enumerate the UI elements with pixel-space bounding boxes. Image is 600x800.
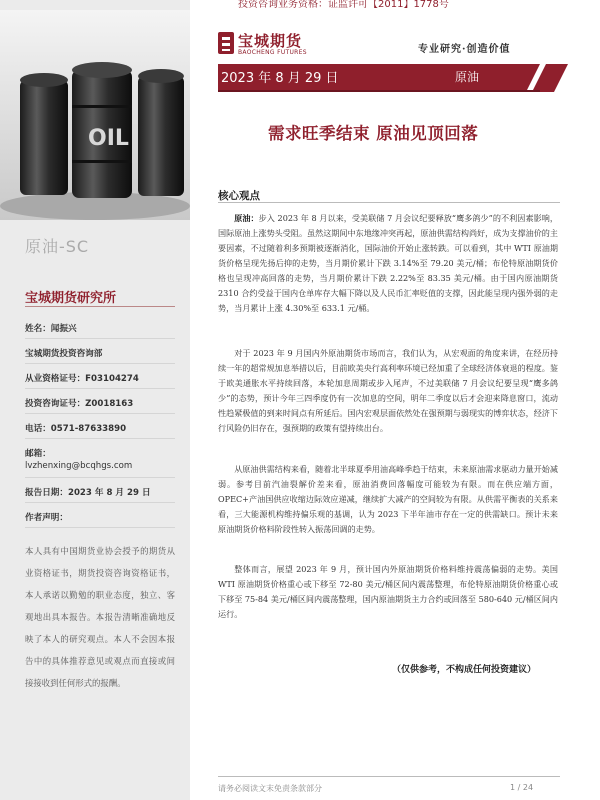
divider <box>25 388 175 389</box>
email-label: 邮箱： <box>25 449 51 459</box>
report-category: 原油 <box>455 70 480 84</box>
section-divider <box>218 202 560 203</box>
divider <box>25 527 175 528</box>
paragraph-1-text: 步入 2023 年 8 月以来，受美联储 7 月会议纪要释放“鹰多鸽少”的不利因素影响，国际原油上涨势头受阻。虽然这期间中东地缘冲突再起，原油供需结构尚好，成为支撑油价的主要因素，不过随着利多预期被逐渐消化，国际油价开始止涨转跌。可以看到，其中 WTI 原油期货价格呈现先扬后抑的走势，当月期价累计下跌 3.14%至 79.20 美元/桶；布伦特原油期货价格也呈现冲高回落的走势，当月期价累计下跌 2.22%至 83.35 美元/桶。由于国内原油期货 2310 合约受益于国内仓单库存大幅下降以及人民币汇率贬值的支撑，因此能呈现内强外弱的走势，当月累计上涨 4.30%至 633.1 元/桶。 <box>218 213 558 313</box>
practitioner-id: 从业资格证号：F03104274 <box>25 374 139 384</box>
consultant-id: 投资咨询证号：Z0018163 <box>25 399 134 409</box>
divider <box>25 477 175 478</box>
barrel-back <box>20 73 68 195</box>
logo-english: BAOCHENG FUTURES <box>238 49 307 56</box>
report-date: 报告日期：2023 年 8 月 29 日 <box>25 488 151 498</box>
divider <box>25 502 175 503</box>
section-title: 核心观点 <box>218 190 260 202</box>
paragraph-4: 整体而言，展望 2023 年 9 月，预计国内外原油期货价格料维持震荡偏弱的走势。美国 WTI 原油期货价格重心或下移至 72-80 美元/桶区间内震荡整理，布伦特原油期货价格重心或下移至 75-84 美元/桶区间内震荡整理，国内原油期货主力合约或回落至 580-640 元/桶区间内运行。 <box>218 564 558 619</box>
page-number: 1 / 24 <box>510 783 534 792</box>
paragraph-3: 从原油供需结构来看，随着北半球夏季用油高峰季趋于结束，未来原油需求驱动力量开始减弱。参考目前汽油裂解价差来看，原油消费回落幅度可能较为有限。而在供应端方面，OPEC+产油国供应收缩边际效应递减，继续扩大减产的空间较为有限。从供需平衡表的关系来看，三大能源机构维持偏乐观的基调，认为 2023 下半年油市存在一定的供需缺口。预计未来原油期货价格料阶段性转入振荡回调的走势。 <box>218 464 558 534</box>
divider <box>25 413 175 414</box>
paragraph-1 <box>218 211 558 316</box>
drum-label: OIL <box>88 126 129 151</box>
oil-barrels-image <box>0 10 190 220</box>
institute-divider <box>25 306 175 307</box>
barrel-center <box>72 62 132 198</box>
barrel-right <box>138 69 184 196</box>
divider <box>25 438 175 439</box>
sidebar <box>0 0 190 800</box>
divider <box>25 363 175 364</box>
product-name: 原油-SC <box>25 237 90 256</box>
email-address[interactable]: lvzhenxing@bcqhgs.com <box>25 461 133 471</box>
paragraph-1-lead: 原油： <box>234 213 259 223</box>
footer-divider <box>218 776 560 777</box>
license-text: 投资咨询业务资格：证监许可【2011】1778号 <box>238 0 449 10</box>
institute-name: 宝城期货研究所 <box>25 291 117 306</box>
logo-name: 宝城期货 <box>238 32 303 50</box>
tagline: 专业研究·创造价值 <box>418 44 511 55</box>
phone: 电话：0571-87633890 <box>25 424 127 434</box>
report-headline: 需求旺季结束 原油见顶回落 <box>268 124 479 143</box>
investment-disclaimer: （仅供参考，不构成任何投资建议） <box>392 665 537 675</box>
author-statement-label: 作者声明： <box>25 513 68 523</box>
department: 宝城期货投资咨询部 <box>25 349 103 359</box>
paragraph-2: 对于 2023 年 9 月国内外原油期货市场而言，我们认为，从宏观面的角度来讲，在经历持续一年的超常规加息举措以后，目前欧美央行高利率环境已经加重了全球经济体衰退的程度。鉴于欧美通胀水平持续回落，本轮加息周期或步入尾声，不过美联储 7 月会议纪要呈现“鹰多鸽少”的态势，预计今年三四季度仍有一次加息的空间，明年二季度以后才会迎来降息窗口，流动性趋紧极值的到来时间点有所延后。国内宏观层面依然处在强预期与弱现实的博弈状态，经济下行风险仍旧存在，强预期的政策有望持续出台。 <box>218 348 558 433</box>
divider <box>25 338 175 339</box>
author-statement: 本人具有中国期货业协会授予的期货从业资格证书，期货投资咨询资格证书，本人承诺以勤勉的职业态度，独立、客观地出具本报告。本报告清晰准确地反映了本人的研究观点。本人不会因本报告中的具体推荐意见或观点而直接或间接接收到任何形式的报酬。 <box>25 546 175 688</box>
author-name: 姓名：闻振兴 <box>25 324 77 334</box>
report-date-banner: 2023 年 8 月 29 日 <box>221 71 339 86</box>
footer-note: 请务必阅读文末免责条款部分 <box>218 784 322 793</box>
